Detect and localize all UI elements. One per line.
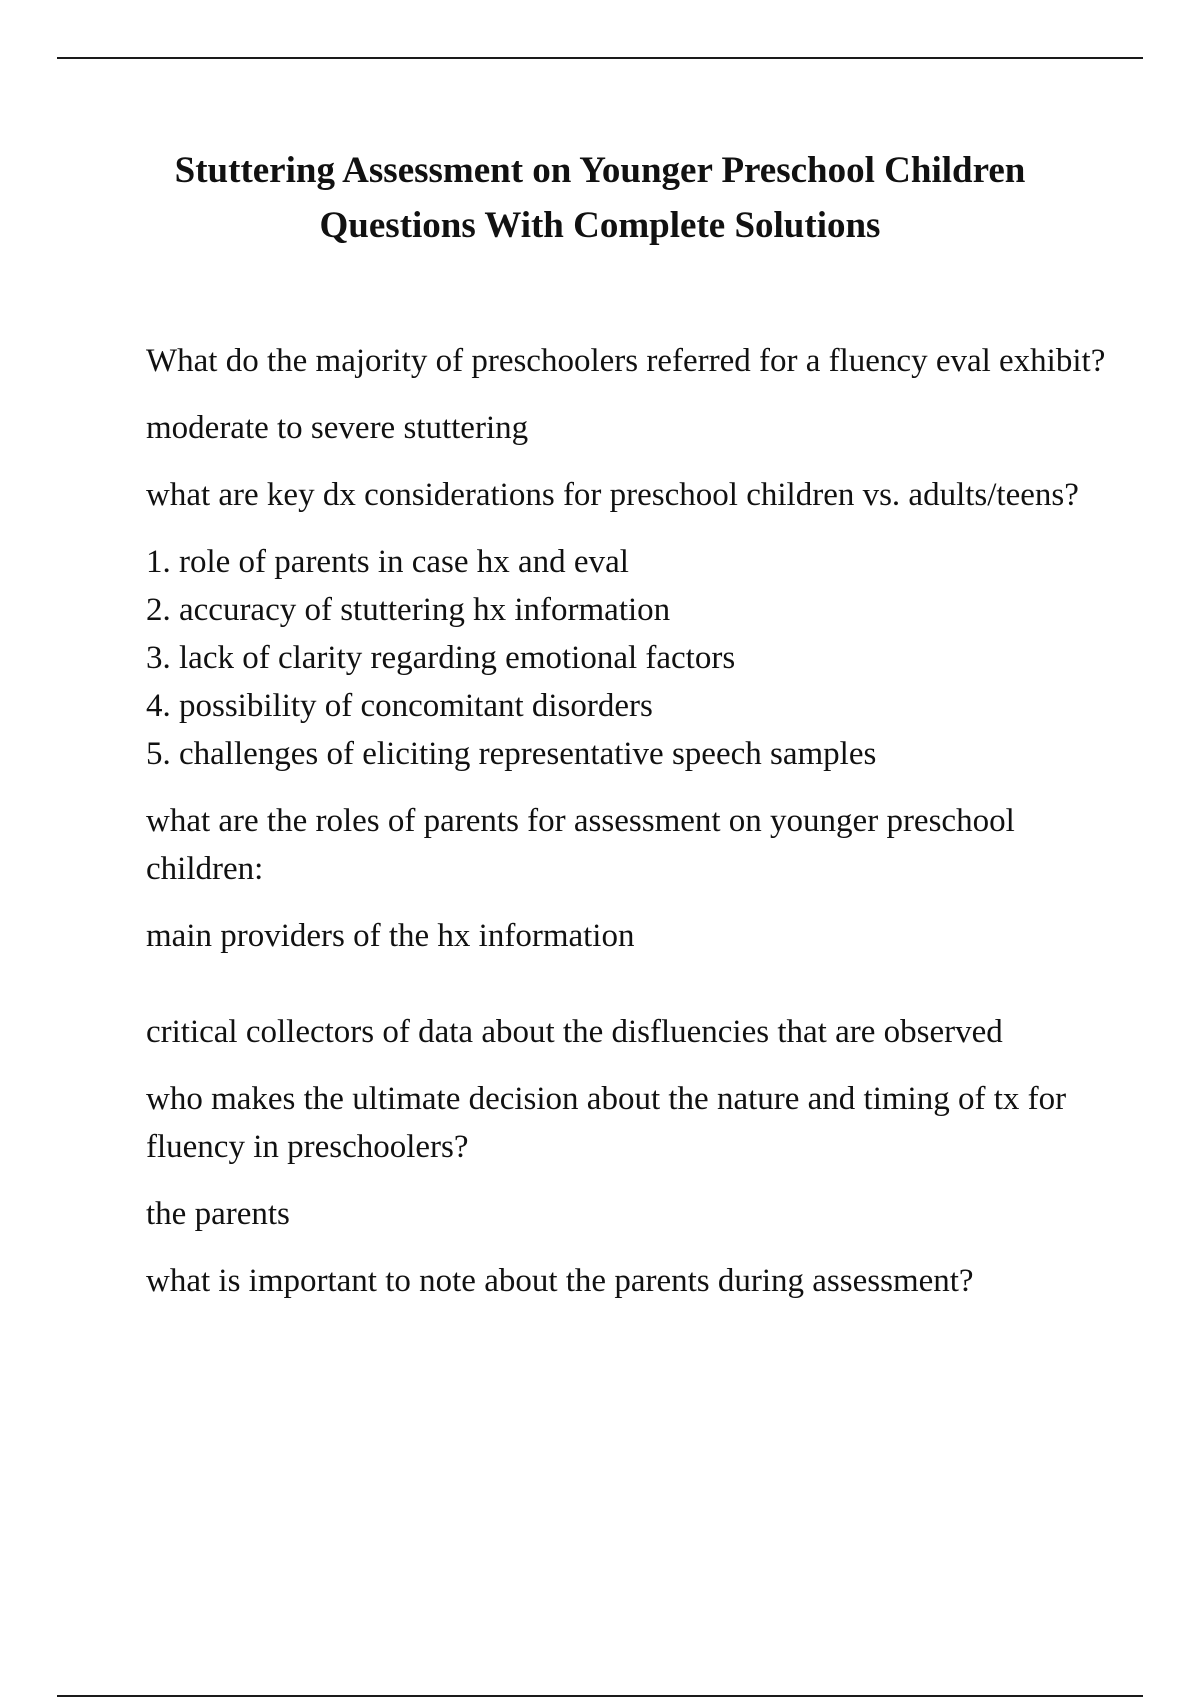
answer-2-item-2: 2. accuracy of stuttering hx information (146, 592, 671, 628)
qa-content (146, 337, 1106, 1305)
answer-4: the parents (146, 1196, 290, 1232)
title-line-1: Stuttering Assessment on Younger Preschool Children (174, 150, 1026, 191)
answer-2-item-4: 4. possibility of concomitant disorders (146, 688, 653, 724)
answer-2-list (146, 538, 1106, 778)
answer-3-part-2: critical collectors of data about the disfluencies that are observed (146, 1014, 1003, 1050)
question-4: who makes the ultimate decision about the nature and timing of tx for fluency in preschoolers? (146, 1081, 1067, 1165)
answer-2-item-5: 5. challenges of eliciting representative speech samples (146, 736, 877, 772)
top-rule (57, 57, 1143, 59)
answer-2-item-1: 1. role of parents in case hx and eval (146, 544, 629, 580)
answer-2-item-3: 3. lack of clarity regarding emotional factors (146, 640, 736, 676)
question-1: What do the majority of preschoolers referred for a fluency eval exhibit? (146, 343, 1106, 379)
title-line-2: Questions With Complete Solutions (319, 205, 881, 246)
question-5: what is important to note about the parents during assessment? (146, 1263, 974, 1299)
question-2: what are key dx considerations for preschool children vs. adults/teens? (146, 477, 1079, 513)
bottom-rule (57, 1695, 1143, 1697)
answer-1: moderate to severe stuttering (146, 410, 529, 446)
question-3: what are the roles of parents for assessment on younger preschool children: (146, 803, 1015, 887)
answer-3-part-1: main providers of the hx information (146, 918, 635, 954)
document-title (100, 143, 1100, 253)
